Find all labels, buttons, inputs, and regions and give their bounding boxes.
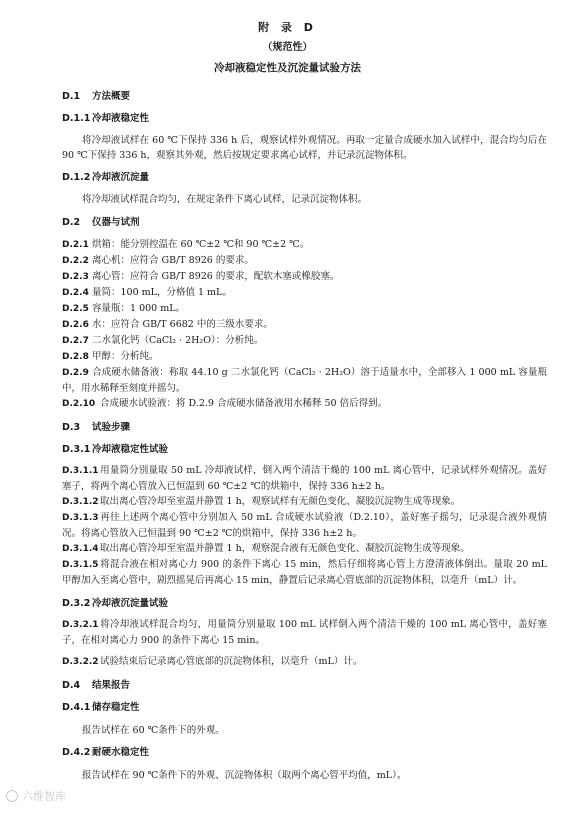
section-heading-d32 [62, 597, 547, 611]
item-text: 将混合液在相对离心力 900 的条件下离心 15 min，然后仔细将离心管上方澄清液体倒出。量取 20 mL 甲醇加入至离心管中，剧烈摇晃后再离心 15 min，静置后记录离心管底部的沉淀物体积，以毫升（mL）计。 [62, 559, 547, 586]
section-heading-d4 [62, 679, 547, 693]
item-number: D.2.1 [62, 240, 89, 250]
item-text: 离心管：应符合 GB/T 8926 的要求，配软木塞或橡胶塞。 [92, 271, 340, 282]
item-number: D.2.4 [62, 288, 89, 298]
list-item [62, 510, 547, 541]
item-number: D.3.1.3 [62, 513, 99, 523]
list-item [62, 494, 547, 510]
item-text: 试验结束后记录离心管底部的沉淀物体积，以毫升（mL）计。 [100, 656, 363, 667]
item-number: D.3.2.1 [62, 620, 99, 630]
paragraph-d41: 报告试样在 60 ℃条件下的外观。 [82, 725, 225, 736]
section-number: D.4.1 [62, 702, 91, 713]
section-heading-d3 [62, 421, 547, 435]
section-title: 试验步骤 [92, 422, 131, 433]
watermark [6, 788, 66, 804]
section-number: D.1.2 [62, 172, 91, 183]
item-text: 合成硬水试验液：将 D.2.9 合成硬水储备液用水稀释 50 倍后得到。 [100, 398, 388, 409]
paragraph-d42: 报告试样在 90 ℃条件下的外观、沉淀物体积（取两个离心管平均值，mL）。 [82, 770, 407, 781]
item-text: 量筒：100 mL，分格值 1 mL。 [92, 287, 232, 298]
appendix-title: 冷却液稳定性及沉淀量试验方法 [214, 62, 361, 74]
item-text: 取出离心管冷却至室温并静置 1 h，观察试样有无颜色变化、凝胶沉淀物生成等现象。 [100, 496, 461, 507]
list-item [62, 365, 547, 396]
section-number: D.3 [62, 422, 81, 433]
item-number: D.2.10 [62, 399, 96, 409]
section-number: D.3.1 [62, 444, 91, 455]
paragraph-d11: 将冷却液试样在 60 ℃下保持 336 h 后，观察试样外观情况。再取一定量合成硬水加入试样中，混合均匀后在 90 ℃下保持 336 h，观察其外观，然后按规定要求离心试样，并记录沉淀物体积。 [62, 135, 547, 161]
section-title: 冷却液稳定性试验 [92, 444, 169, 455]
item-number: D.2.5 [62, 304, 89, 314]
section-title: 结果报告 [92, 680, 131, 691]
list-item [62, 396, 547, 412]
watermark-logo-icon [6, 790, 18, 802]
list-item [62, 269, 547, 285]
item-number: D.2.7 [62, 336, 89, 346]
item-number: D.2.3 [62, 272, 89, 282]
section-heading-d42 [62, 746, 547, 760]
item-text: 再往上述两个离心管中分别加入 50 mL 合成硬水试验液（D.2.10），盖好塞子摇匀，记录混合液外观情况。将离心管放入已恒温到 90 ℃±2 ℃的烘箱中，保持 336 h±2 h。 [62, 512, 547, 539]
section-heading-d31 [62, 443, 547, 457]
section-title: 储存稳定性 [92, 702, 140, 713]
section-heading-d2 [62, 216, 547, 230]
item-number: D.2.2 [62, 256, 89, 266]
item-text: 二水氯化钙（CaCl₂ · 2H₂O）：分析纯。 [92, 335, 264, 346]
appendix-label: 附 录 D [258, 21, 317, 34]
item-text: 甲醇：分析纯。 [92, 351, 159, 362]
section-title: 冷却液沉淀量试验 [92, 598, 169, 609]
appendix-header [0, 20, 575, 76]
item-text: 用量筒分别量取 50 mL 冷却液试样，倒入两个清洁干燥的 100 mL 离心管中，记录试样外观情况。盖好塞子，将两个离心管放入已恒温到 60 ℃±2 ℃的烘箱中，保持 336 h±2 h。 [62, 465, 547, 492]
section-heading-d1 [62, 90, 547, 104]
list-item [62, 617, 547, 648]
list-item [62, 237, 547, 253]
item-number: D.2.9 [62, 368, 89, 378]
section-heading-d11 [62, 112, 547, 126]
list-item [62, 463, 547, 494]
instrument-list [62, 237, 547, 412]
watermark-text: 六维智库 [22, 790, 66, 803]
sediment-steps [62, 617, 547, 670]
item-number: D.3.2.2 [62, 657, 99, 667]
section-title: 冷却液稳定性 [92, 113, 150, 124]
list-item [62, 285, 547, 301]
item-number: D.3.1.1 [62, 466, 99, 476]
item-text: 容量瓶：1 000 mL。 [92, 303, 186, 314]
section-title: 冷却液沉淀量 [92, 172, 150, 183]
list-item [62, 301, 547, 317]
paragraph-d12: 将冷却液试样混合均匀，在规定条件下离心试样，记录沉淀物体积。 [82, 194, 368, 205]
normative-label: （规范性） [262, 42, 313, 53]
list-item [62, 253, 547, 269]
item-text: 水：应符合 GB/T 6682 中的三级水要求。 [92, 319, 273, 330]
section-title: 仪器与试剂 [92, 217, 140, 228]
list-item [62, 654, 547, 670]
list-item [62, 541, 547, 557]
section-heading-d12 [62, 171, 547, 185]
item-text: 烘箱：能分别控温在 60 ℃±2 ℃和 90 ℃±2 ℃。 [92, 239, 310, 250]
item-number: D.2.6 [62, 320, 89, 330]
section-number: D.1.1 [62, 113, 91, 124]
section-number: D.4.2 [62, 747, 91, 758]
section-title: 耐硬水稳定性 [92, 747, 150, 758]
section-number: D.2 [62, 217, 81, 228]
item-number: D.2.8 [62, 352, 89, 362]
item-text: 合成硬水储备液：称取 44.10 g 二水氯化钙（CaCl₂ · 2H₂O）溶于适量水中，全部移入 1 000 mL 容量瓶中，用水稀释至刻度并摇匀。 [62, 367, 547, 394]
section-number: D.3.2 [62, 598, 91, 609]
document-body [62, 90, 547, 783]
item-number: D.3.1.5 [62, 560, 99, 570]
item-number: D.3.1.4 [62, 544, 99, 554]
stability-steps [62, 463, 547, 588]
item-number: D.3.1.2 [62, 497, 99, 507]
list-item [62, 317, 547, 333]
list-item [62, 333, 547, 349]
item-text: 离心机：应符合 GB/T 8926 的要求。 [92, 255, 254, 266]
section-number: D.4 [62, 680, 81, 691]
section-title: 方法概要 [92, 91, 131, 102]
list-item [62, 557, 547, 588]
section-number: D.1 [62, 91, 81, 102]
list-item [62, 349, 547, 365]
item-text: 取出离心管冷却至室温并静置 1 h，观察混合液有无颜色变化、凝胶沉淀物生成等现象。 [100, 543, 470, 554]
section-heading-d41 [62, 701, 547, 715]
item-text: 将冷却液试样混合均匀，用量筒分别量取 100 mL 试样倒入两个清洁干燥的 100 mL 离心管中，盖好塞子，在相对离心力 900 的条件下离心 15 min。 [62, 619, 547, 646]
